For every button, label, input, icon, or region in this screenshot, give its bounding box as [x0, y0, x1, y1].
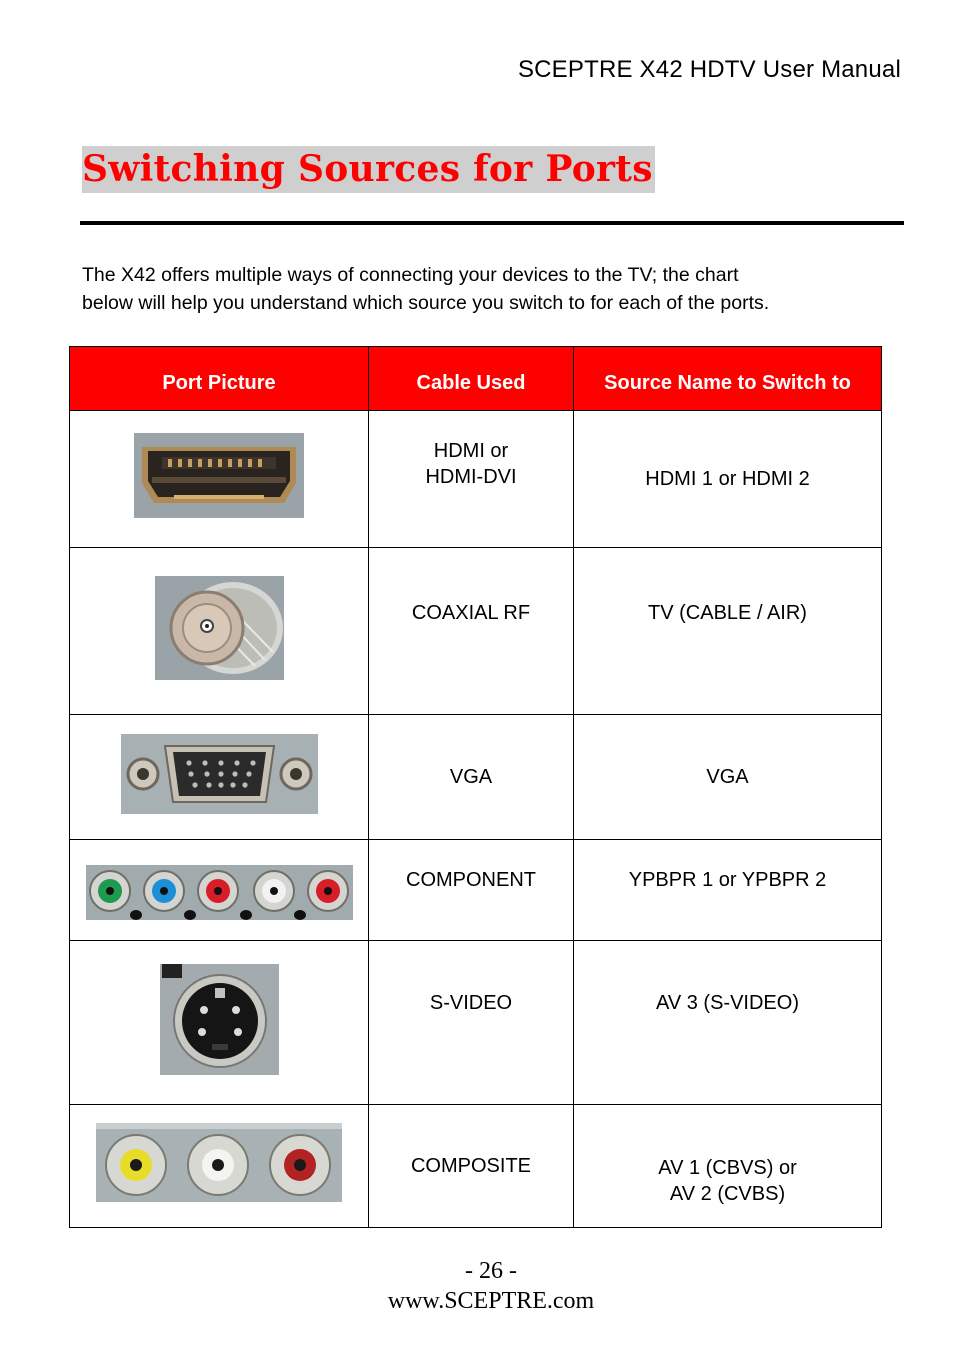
port-picture-cell — [70, 840, 369, 941]
component-ports-icon — [86, 865, 353, 927]
table-row — [70, 840, 882, 941]
source-name-cell — [574, 411, 882, 548]
s-video-port-icon — [160, 964, 279, 1082]
cable-label: S-VIDEO — [429, 991, 513, 1014]
cable-label-line-1: HDMI or — [433, 440, 509, 462]
source-label: AV 3 (S-VIDEO) — [656, 991, 799, 1014]
vga-port-icon — [121, 734, 318, 821]
cable-used-cell — [369, 715, 574, 840]
port-picture-cell — [70, 548, 369, 715]
source-label-line-2: AV 2 (CVBS) — [669, 1183, 786, 1205]
section-title-highlight — [82, 146, 655, 193]
table-row — [70, 548, 882, 715]
source-name-cell — [574, 1105, 882, 1228]
cable-used-cell — [369, 1105, 574, 1228]
cable-used-cell — [369, 840, 574, 941]
cable-used-cell — [369, 411, 574, 548]
table-row — [70, 1105, 882, 1228]
port-picture-cell — [70, 1105, 369, 1228]
source-label-line-1: AV 1 (CBVS) or — [658, 1157, 797, 1179]
source-name-cell — [574, 941, 882, 1105]
title-divider — [80, 221, 904, 225]
table-row — [70, 715, 882, 840]
composite-ports-icon — [96, 1123, 342, 1209]
ports-table — [69, 346, 882, 1228]
intro-line-1: The X42 offers multiple ways of connecting your devices to the TV; the chart — [82, 264, 739, 286]
table-header-row — [70, 347, 882, 411]
header-source-name: Source Name to Switch to — [574, 347, 882, 411]
header-port-picture: Port Picture — [70, 347, 369, 411]
cable-label: VGA — [449, 766, 493, 788]
cable-label-line-2: HDMI-DVI — [425, 466, 517, 488]
source-label: VGA — [706, 766, 749, 788]
source-name-cell — [574, 715, 882, 840]
port-picture-cell — [70, 941, 369, 1105]
cable-label: COAXIAL RF — [411, 602, 531, 624]
website-link[interactable]: www.SCEPTRE.com — [387, 1288, 595, 1314]
source-name-cell — [574, 840, 882, 941]
cable-label: COMPONENT — [406, 869, 536, 891]
source-label: TV (CABLE / AIR) — [648, 602, 807, 624]
cable-used-cell — [369, 941, 574, 1105]
port-picture-cell — [70, 411, 369, 548]
intro-paragraph — [82, 261, 897, 317]
coaxial-rf-port-icon — [155, 576, 284, 687]
hdmi-port-icon — [134, 433, 304, 525]
table-row — [70, 411, 882, 548]
section-title: Switching Sources for Ports — [82, 148, 653, 190]
table-row — [70, 941, 882, 1105]
cable-label: COMPOSITE — [410, 1155, 531, 1177]
cable-used-cell — [369, 548, 574, 715]
manual-header-title: SCEPTRE X42 HDTV User Manual — [517, 56, 901, 83]
source-label: HDMI 1 or HDMI 2 — [645, 468, 810, 490]
page-number: - 26 - — [465, 1258, 517, 1284]
header-cable-used: Cable Used — [369, 347, 574, 411]
source-label: YPBPR 1 or YPBPR 2 — [628, 869, 827, 891]
intro-line-2: below will help you understand which source you switch to for each of the ports. — [82, 292, 770, 314]
port-picture-cell — [70, 715, 369, 840]
source-name-cell — [574, 548, 882, 715]
